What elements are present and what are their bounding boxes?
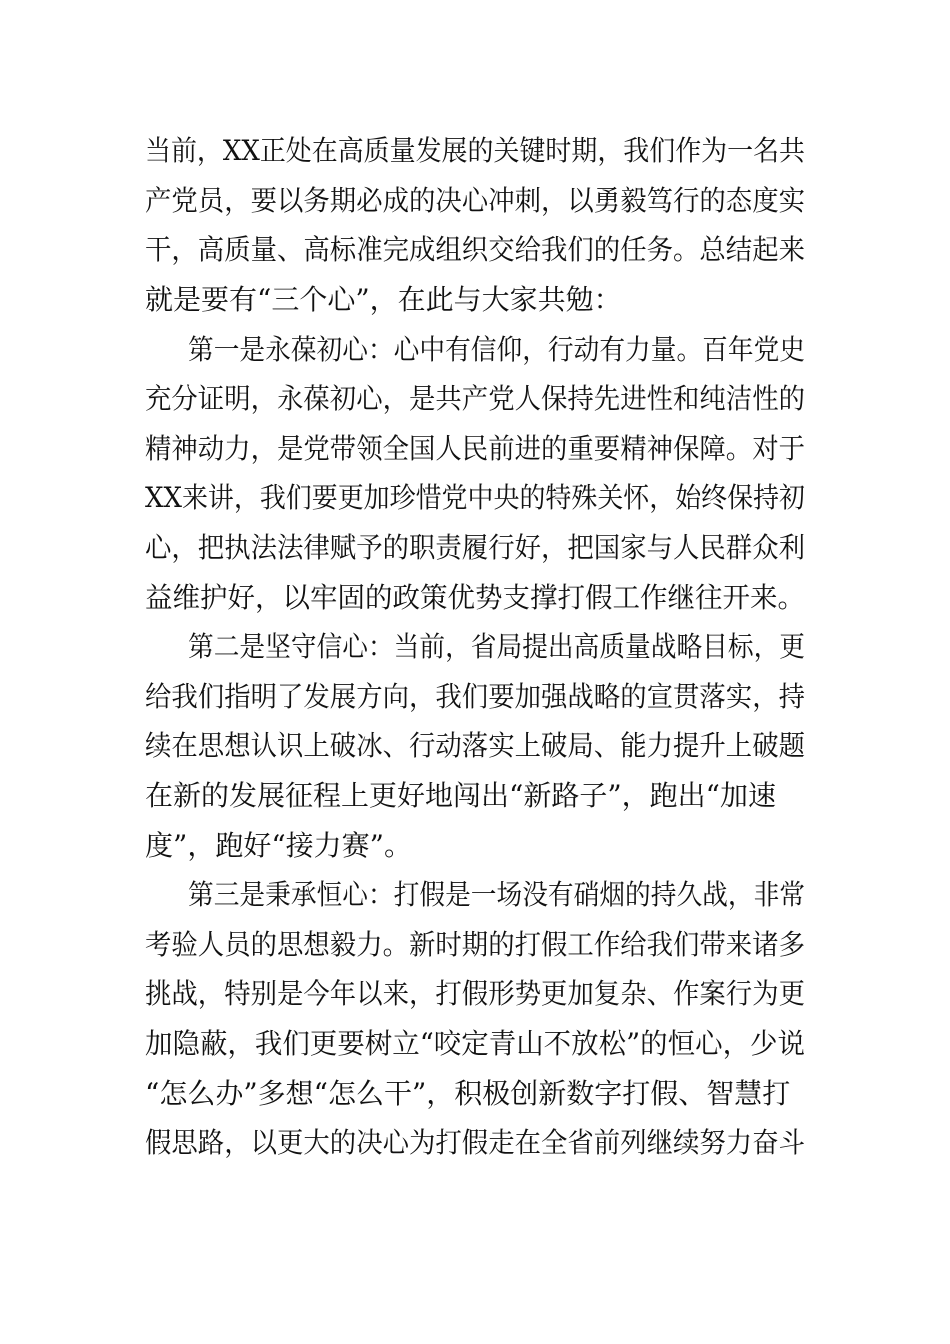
text-line-content: 加隐蔽，我们更要树立“咬定青山不放松”的恒心，少说 [145, 1027, 805, 1060]
text-line-content: 当前，XX正处在高质量发展的关键时期，我们作为一名共 [145, 134, 805, 167]
text-line-content: 干，高质量、高标准完成组织交给我们的任务。总结起来 [145, 233, 805, 266]
text-line-content: 挑战，特别是今年以来，打假形势更加复杂、作案行为更 [145, 977, 805, 1010]
text-line [0, 280, 950, 320]
text-line [0, 528, 950, 568]
text-line-content: 假思路，以更大的决心为打假走在全省前列继续努力奋斗 [145, 1126, 805, 1159]
paragraph-first-line [0, 875, 950, 915]
text-line [0, 726, 950, 766]
text-line-content: 考验人员的思想毅力。新时期的打假工作给我们带来诸多 [145, 928, 805, 961]
text-line [0, 925, 950, 965]
text-line [0, 677, 950, 717]
paragraph-first-line [0, 627, 950, 667]
text-line [0, 776, 950, 816]
text-line-content: “怎么办”多想“怎么干”，积极创新数字打假、智慧打 [145, 1077, 791, 1110]
text-line [0, 181, 950, 221]
text-line [0, 429, 950, 469]
text-line [0, 1024, 950, 1064]
text-line-content: 精神动力，是党带领全国人民前进的重要精神保障。对于 [145, 432, 805, 465]
text-line-content: 第三是秉承恒心：打假是一场没有硝烟的持久战，非常 [188, 878, 805, 911]
text-line-content: 度”，跑好“接力赛”。 [145, 829, 412, 862]
text-line [0, 379, 950, 419]
text-line [0, 1123, 950, 1163]
text-line-content: 产党员，要以务期必成的决心冲刺，以勇毅笃行的态度实 [145, 184, 805, 217]
text-line [0, 1074, 950, 1114]
text-line-content: 心，把执法法律赋予的职责履行好，把国家与人民群众利 [145, 531, 805, 564]
text-line-content: 第一是永葆初心：心中有信仰，行动有力量。百年党史 [188, 333, 805, 366]
text-line [0, 974, 950, 1014]
text-line [0, 826, 950, 866]
text-line-content: 充分证明，永葆初心，是共产党人保持先进性和纯洁性的 [145, 382, 805, 415]
text-line [0, 578, 950, 618]
paragraph-first-line [0, 330, 950, 370]
text-line-content: 第二是坚守信心：当前，省局提出高质量战略目标，更 [188, 630, 805, 663]
text-line-content: 续在思想认识上破冰、行动落实上破局、能力提升上破题 [145, 729, 805, 762]
text-line-content: 就是要有“三个心”，在此与大家共勉： [145, 283, 622, 316]
text-line-content: XX来讲，我们要更加珍惜党中央的特殊关怀，始终保持初 [145, 481, 805, 514]
text-line [0, 230, 950, 270]
text-line-content: 给我们指明了发展方向，我们要加强战略的宣贯落实，持 [145, 680, 805, 713]
text-line [0, 478, 950, 518]
text-line-content: 在新的发展征程上更好地闯出“新路子”，跑出“加速 [145, 779, 776, 812]
text-line-content: 益维护好，以牢固的政策优势支撑打假工作继往开来。 [145, 581, 805, 614]
text-line [0, 131, 950, 171]
